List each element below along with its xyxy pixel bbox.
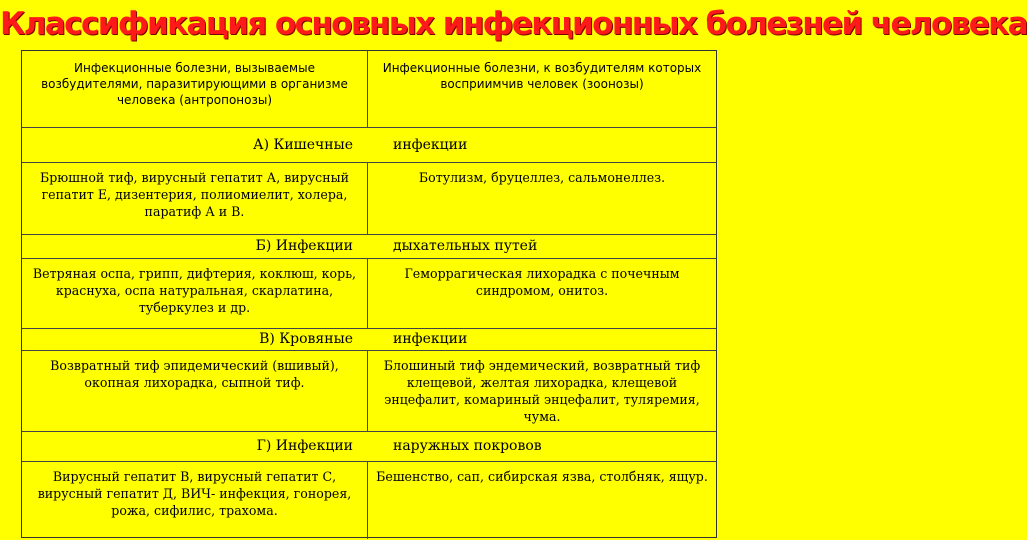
anthroponoses-cell: Возвратный тиф эпидемический (вшивый), окопная лихорадка, сыпной тиф.: [50, 358, 339, 390]
section-heading-right: инфекции: [393, 331, 468, 347]
section-heading-right: дыхательных путей: [393, 238, 538, 254]
section-heading-right: инфекции: [393, 136, 468, 153]
table-row: [22, 259, 716, 329]
section-row-respiratory: [22, 235, 716, 259]
zoonoses-cell: Ботулизм, бруцеллез, сальмонеллез.: [418, 170, 666, 185]
anthroponoses-cell: Брюшной тиф, вирусный гепатит А, вирусный гепатит Е, дизентерия, полиомиелит, холера, паратиф А и В.: [39, 170, 350, 219]
section-heading-left: В) Кровяные: [259, 331, 353, 347]
section-heading-right: наружных покровов: [393, 438, 542, 454]
anthroponoses-cell: Ветряная оспа, грипп, дифтерия, коклюш, корь, краснуха, оспа натуральная, скарлатина, туберкулез и др.: [32, 266, 357, 315]
section-row-blood: [22, 329, 716, 351]
slide-title: Классификация основных инфекционных болезней человека: [0, 6, 1027, 42]
table-header-row: [22, 51, 716, 128]
zoonoses-cell: Блошиный тиф эндемический, возвратный тиф клещевой, желтая лихорадка, клещевой энцефалит, комариный энцефалит, туляремия, чума.: [383, 358, 701, 424]
section-heading-left: Г) Инфекции: [256, 438, 353, 454]
table-row: [22, 163, 716, 235]
table-row: [22, 351, 716, 432]
section-row-intestinal: [22, 128, 716, 163]
header-anthroponoses: Инфекционные болезни, вызываемые возбудителями, паразитирующими в организме человека (антропонозы): [41, 61, 348, 107]
section-heading-left: Б) Инфекции: [255, 238, 353, 254]
header-zoonoses: Инфекционные болезни, к возбудителям которых восприимчив человек (зоонозы): [382, 61, 702, 91]
zoonoses-cell: Геморрагическая лихорадка с почечным синдромом, онитоз.: [404, 266, 680, 298]
table-row: [22, 462, 716, 539]
classification-table: [21, 50, 717, 538]
section-heading-left: А) Кишечные: [253, 136, 353, 153]
anthroponoses-cell: Вирусный гепатит В, вирусный гепатит С, вирусный гепатит Д, ВИЧ- инфекция, гонорея, рожа, сифилис, трахома.: [37, 469, 352, 518]
zoonoses-cell: Бешенство, сап, сибирская язва, столбняк, ящур.: [376, 469, 708, 484]
section-row-skin: [22, 432, 716, 462]
